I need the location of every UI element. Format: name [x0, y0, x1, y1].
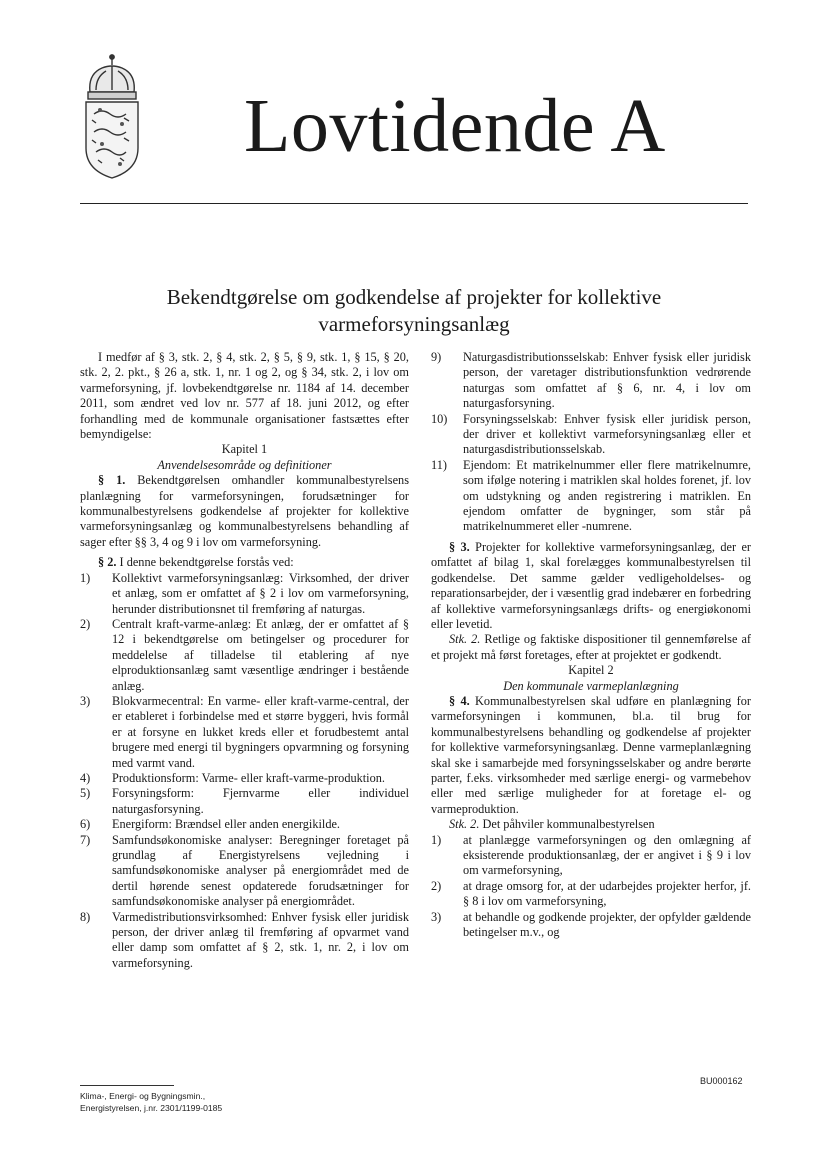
list-item-text: Produktionsform: Varme- eller kraft-varme-produktion. [112, 770, 385, 785]
list-item [431, 910, 751, 941]
footer-rule [80, 1085, 174, 1086]
masthead-title: Lovtidende A [244, 84, 666, 168]
list-item-number: 1) [431, 832, 442, 847]
list-item-text: Forsyningsselskab: Enhver fysisk eller juridisk person, der driver et kollektivt varmeforsyningsanlæg eller et naturgasdistributionsselskab. [463, 411, 751, 457]
section-4-text: Kommunalbestyrelsen skal udføre en planlægning for varmeforsyningen i kommunen, bl.a. til brug for kommunalbestyrelsens behandling og godkendelse af projekter for kollektive varmeforsyningsanlæg. Denne varmeplanlægning skal ske i samarbejde med forsyningsselskaber og andre berørte parter, f.eks. virksomheder med særlige energi- og varmebehov eller med særlige muligheder for at foretage el- og varmeproduktion. [431, 693, 751, 816]
document-title [100, 284, 728, 338]
list-item [80, 617, 409, 694]
list-item-text: Blokvarmecentral: En varme- eller kraft-varme-central, der er etableret i forbindelse med et større byggeri, hvis formål er at forsyne en lukket kreds eller et forudbestemt antal brugere med energi til bygningers opvarmning og forsyning med varmt vand. [112, 693, 409, 770]
stk-text: Det påhviler kommunalbestyrelsen [479, 817, 655, 832]
stk-label: Stk. 2. [449, 817, 480, 832]
list-item [431, 833, 751, 879]
title-line-1: Bekendtgørelse om godkendelse af projekter for kollektive [166, 285, 662, 309]
section-1 [80, 473, 409, 550]
right-column [431, 350, 751, 940]
list-item-text: Forsyningsform: Fjernvarme eller individuel naturgasforsyning. [112, 786, 409, 816]
list-item-number: 3) [431, 909, 442, 924]
list-item [431, 350, 751, 412]
list-item-number: 8) [80, 909, 91, 924]
list-item [80, 694, 409, 771]
duties-list [431, 833, 751, 941]
list-item-text: Naturgasdistributionsselskab: Enhver fysisk eller juridisk person, der varetager distributionsfunktion vedrørende naturgas som omfattet af § 6, nr. 4, i lov om naturgasforsyning. [463, 350, 751, 411]
list-item [431, 458, 751, 535]
section-4-stk-2 [431, 817, 751, 832]
list-item-number: 9) [431, 350, 442, 364]
section-3 [431, 540, 751, 632]
coat-of-arms-icon [76, 52, 148, 180]
section-3-text: Projekter for kollektive varmeforsyningsanlæg, der er omfattet af bilag 1, skal forelægges kommunalbestyrelsen til godkendelse. Det samme gælder vedligeholdelses- og reparationsarbejder, der i væsentlig grad indebærer en forbedring af kollektive varmeforsyningsanlægs drifts- og energiøkonomi eller levetid. [431, 539, 751, 631]
list-item-number: 3) [80, 693, 91, 708]
list-item [80, 910, 409, 972]
list-item-number: 7) [80, 832, 91, 847]
definitions-list-continued [431, 350, 751, 535]
chapter-2-subtitle: Den kommunale varmeplanlægning [503, 678, 679, 693]
list-item [80, 571, 409, 617]
section-3-stk-2 [431, 632, 751, 663]
title-line-2: varmeforsyningsanlæg [318, 312, 510, 336]
section-2 [80, 555, 409, 570]
header-rule [80, 203, 748, 204]
list-item [80, 771, 409, 786]
stk-label: Stk. 2. [449, 632, 481, 647]
section-4-number: § 4. [449, 693, 470, 708]
chapter-2-label: Kapitel 2 [568, 663, 614, 678]
list-item-number: 1) [80, 570, 91, 585]
stk-text: Retlige og faktiske dispositioner til gennemførelse af et projekt må først foretages, efter at projektet er godkendt. [431, 632, 751, 662]
footer-line-1: Klima-, Energi- og Bygningsmin., [80, 1091, 206, 1101]
definitions-list [80, 571, 409, 972]
list-item [431, 879, 751, 910]
chapter-1-label: Kapitel 1 [221, 442, 268, 457]
list-item [80, 786, 409, 817]
list-item-number: 2) [80, 616, 91, 631]
list-item-text: at drage omsorg for, at der udarbejdes projekter herfor, jf. § 8 i lov om varmeforsyning, [463, 878, 751, 909]
list-item-text: Energiform: Brændsel eller anden energikilde. [112, 817, 340, 832]
list-item-number: 5) [80, 786, 91, 801]
section-4 [431, 694, 751, 817]
list-item-number: 6) [80, 817, 91, 832]
footer-line-2: Energistyrelsen, j.nr. 2301/1199-0185 [80, 1103, 223, 1113]
document-code: BU000162 [700, 1076, 743, 1086]
list-item-number: 10) [431, 411, 448, 426]
section-3-number: § 3. [449, 539, 470, 554]
list-item-number: 2) [431, 878, 442, 893]
list-item-text: at planlægge varmeforsyningen og den omlægning af eksisterende produktionsanlæg, der er angivet i § 9 i lov om varmeforsyning, [463, 832, 751, 878]
list-item-text: Ejendom: Et matrikelnummer eller flere matrikelnumre, som ifølge notering i matriklen skal holdes forenet, jf. lov om udstykning og anden registrering i matriklen. En ejendom omfatter de bygninger, som står på matrikelnummeret eller -numrene. [463, 457, 751, 534]
section-1-number: § 1. [98, 473, 126, 488]
list-item-text: Centralt kraft-varme-anlæg: Et anlæg, der er omfattet af § 12 i bekendtgørelse om betingelser og procedurer for meddelelse af tilladelse til etablering af nye elproduktionsanlæg samt væsentlige ændringer i bestående anlæg. [112, 616, 409, 693]
section-1-text: Bekendtgørelsen omhandler kommunalbestyrelsens planlægning for varmeforsyningen, forudsætninger for kommunalbestyrelsens godkendelse af projekter for kollektive varmeforsyningsanlæg og kommunalbestyrelsens behandling af sager efter §§ 3, 4 og 9 i lov om varmeforsyning. [80, 473, 409, 549]
section-2-text: I denne bekendtgørelse forstås ved: [116, 555, 294, 570]
list-item [431, 412, 751, 458]
list-item-text: at behandle og godkende projekter, der opfylder gældende betingelser m.v., og [463, 909, 751, 940]
list-item-number: 11) [431, 457, 447, 472]
chapter-1-subtitle: Anvendelsesområde og definitioner [157, 457, 332, 472]
left-column [80, 350, 409, 971]
list-item [80, 833, 409, 910]
list-item-number: 4) [80, 770, 91, 785]
section-2-number: § 2. [98, 555, 117, 570]
list-item-text: Samfundsøkonomiske analyser: Beregninger foretaget på grundlag af Energistyrelsens vejledning i samfundsøkonomiske analyser på energiområdet med de dertil hørende senest opdaterede forudsætninger for samfundsøkonomiske analyser på energiområdet. [112, 832, 409, 909]
footer [80, 1090, 222, 1114]
list-item-text: Varmedistributionsvirksomhed: Enhver fysisk eller juridisk person, der driver anlæg til fremføring af opvarmet vand eller damp som omfattet af § 2, stk. 1, nr. 2, i lov om varmeforsyning. [112, 909, 409, 970]
preamble: I medfør af § 3, stk. 2, § 4, stk. 2, § 5, § 9, stk. 1, § 15, § 20, stk. 2, 2. pkt., § 26 a, stk. 1, nr. 1 og 2, og § 34, stk. 2, i lov om varmeforsyning, jf. lovbekendtgørelse nr. 1184 af 14. december 2011, som ændret ved lov nr. 577 af 18. juni 2012, og efter forhandling med de kommunale organisationer fastsættes efter bemyndigelse: [80, 350, 409, 442]
list-item [80, 817, 409, 832]
list-item-text: Kollektivt varmeforsyningsanlæg: Virksomhed, der driver et anlæg, som er omfattet af § 2 i lov om varmeforsyning, herunder distributionsnet til fremføring af naturgas. [112, 570, 409, 616]
